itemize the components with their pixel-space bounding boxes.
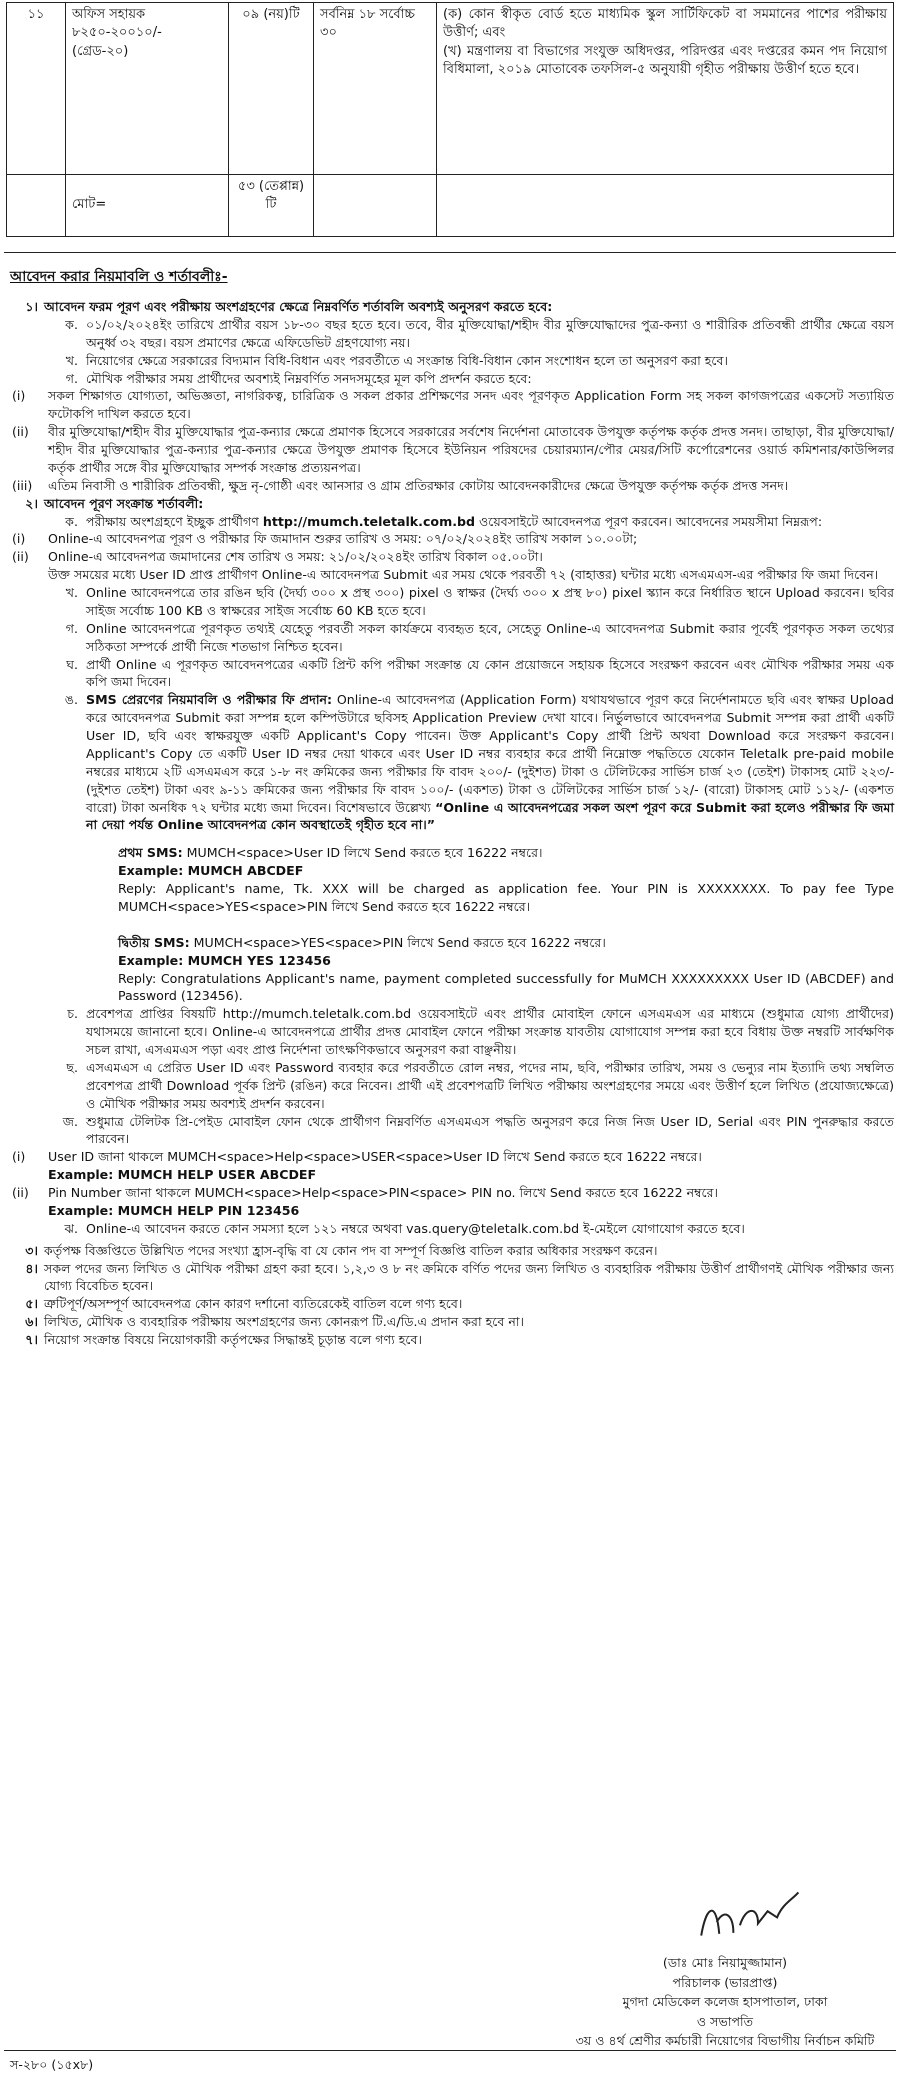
section-text: ত্রুটিপূর্ণ/অসম্পূর্ণ আবেদনপত্র কোন কারণ দর্শানো ব্যতিরেকেই বাতিল বলে গণ্য হবে। [44,1296,463,1312]
list-item [6,530,894,548]
section-title: আবেদন পূরণ সংক্রান্ত শর্তাবলী: [44,495,204,511]
section-1-title [6,298,894,316]
list-item [6,477,894,495]
total-label-cell: মোট= [66,175,229,237]
item-label: ক. [65,316,78,332]
section-5 [6,1295,894,1313]
item-text: Online আবেদনপত্রে পূরণকৃত তথ্যই যেহেতু পরবর্তী সকল কার্যক্রমে ব্যবহৃত হবে, সেহেতু Online-এ আবেদনপত্র Submit করার পূর্বেই পূরণকৃত সকল তথ্যের সঠিকতা সম্পর্কে প্রার্থী নিজে শতভাগ নিশ্চিত হবেন। [86,620,894,654]
section-number: ৪। [25,1260,38,1276]
item-label: (iii) [12,477,33,493]
item-label: ঘ. [66,656,78,672]
section-number: ৬। [25,1314,38,1330]
sms-example: Example: MUMCH YES 123456 [118,952,331,968]
section-number: ৩। [25,1242,38,1258]
list-item [6,387,894,423]
item-text [86,513,894,531]
item-label: (ii) [12,424,29,440]
item-text: প্রবেশপত্র প্রাপ্তির বিষয়টি http://mumch.teletalk.com.bd ওয়েবসাইটে এবং প্রার্থীর মোবাইল ফোনে এসএমএস এর মাধ্যমে (শুধুমাত্র যোগ্য প্রার্থীদের) যথাসময়ে জানানো হবে। Online-এ আবেদনপত্রে প্রার্থীর প্রদত্ত মোবাইল ফোনে পরীক্ষা সংক্রান্ত যাবতীয় যোগাযোগ সম্পন্ন করা হবে বিধায় উক্ত নম্বরটি সার্বক্ষণিক সচল রাখা, এসএমএস পড়া এবং প্রাপ্ত নির্দেশনা তাৎক্ষণিকভাবে অনুসরণ করা বাঞ্ছনীয়। [86,1006,894,1057]
item-text: সকল শিক্ষাগত যোগ্যতা, অভিজ্ঞতা, নাগরিকত্ব, চারিত্রিক ও সকল প্রকার প্রশিক্ষণের সনদ এবং পূরণকৃত Application Form সহ সকল কাগজপত্রের একসেট সত্যায়িত ফটোকপি দাখিল করতে হবে। [48,388,894,422]
list-item [6,691,894,834]
total-empty-cell [314,175,437,237]
section-text: কর্তৃপক্ষ বিজ্ঞপ্তিতে উল্লিখিত পদের সংখ্যা হ্রাস-বৃদ্ধি বা যে কোন পদ বা সম্পূর্ণ বিজ্ঞপ্তি বাতিল করার অধিকার সংরক্ষণ করেন। [44,1242,658,1258]
conditions-body [6,298,894,1349]
item-label: (i) [12,388,26,404]
list-item [6,316,894,352]
footer-divider [4,2050,896,2051]
footer-code: স-২৮০ (১৫x৮) [10,2057,94,2072]
item-label: ঝ. [64,1220,78,1236]
section-heading: আবেদন করার নিয়মাবলি ও শর্তাবলীঃ- [10,269,228,285]
list-item [6,1220,894,1238]
item-text: বীর মুক্তিযোদ্ধা/শহীদ বীর মুক্তিযোদ্ধার পুত্র-কন্যার ক্ষেত্রে প্রমাণক হিসেবে সরকারের সর্বশেষ নির্দেশনা মোতাবেক উপযুক্ত কর্তৃপক্ষ কর্তৃক প্রদত্ত সনদ। তাছাড়া, বীর মুক্তিযোদ্ধা/শহীদ বীর মুক্তিযোদ্ধার পুত্র-কন্যার পুত্র-কন্যার ক্ষেত্রে উপযুক্ত প্রমাণক হিসেবে ইউনিয়ন পরিষদের চেয়ারম্যান/পৌর মেয়র/সিটি কর্পোরেশনের ওয়ার্ড কমিশনার/কাউন্সিলর কর্তৃক প্রার্থীর সঙ্গে বীর মুক্তিযোদ্ধার সম্পর্ক সংক্রান্ত প্রত্যয়নপত্র। [48,424,894,475]
item-text-part: পরীক্ষায় অংশগ্রহণে ইচ্ছুক প্রার্থীগণ [86,513,259,529]
posts-table [6,2,894,237]
item-label: (ii) [12,549,29,565]
sms-first [118,844,894,916]
sms-label: দ্বিতীয় SMS: [118,934,190,950]
divider [4,252,896,253]
item-text: এতিম নিবাসী ও শারীরিক প্রতিবন্ধী, ক্ষুদ্র নৃ-গোষ্ঠী এবং আনসার ও গ্রাম প্রতিরক্ষার কোটায় আবেদনকারীদের ক্ষেত্রে উপযুক্ত কর্তৃপক্ষ কর্তৃক প্রদত্ত সনদ। [48,477,789,493]
section-number: ২। [25,495,38,511]
item-text: নিয়োগের ক্ষেত্রে সরকারের বিদ্যমান বিধি-বিধান এবং পরবর্তীতে এ সংক্রান্ত বিধি-বিধান কোন সংশোধন হলে তা অনুসরণ করা হবে। [86,352,728,368]
list-item [6,1005,894,1059]
item-text-part: SMS প্রেরণের নিয়মাবলি ও পরীক্ষার ফি প্রদান: [86,692,333,708]
item-label: (ii) [12,1185,29,1200]
item-text: Online আবেদনপত্রে তার রঙিন ছবি (দৈর্ঘ্য ৩০০ x প্রস্থ ৩০০) pixel ও স্বাক্ষর (দৈর্ঘ্য ৩০০ x প্রস্থ ৮০) pixel স্ক্যান করে নির্ধারিত স্থানে Upload করবেন। ছবির সাইজ সর্বোচ্চ 100 KB ও স্বাক্ষরের সাইজ সর্বোচ্চ 60 KB হতে হবে। [86,585,894,618]
section-text: সকল পদের জন্য লিখিত ও মৌখিক পরীক্ষা গ্রহণ করা হবে। ১,২,৩ ও ৮ নং ক্রমিকে বর্ণিত পদের জন্য লিখিত ও ব্যবহারিক পরীক্ষায় উত্তীর্ণ প্রার্থীগণই মৌখিক পরীক্ষার জন্য যোগ্য বিবেচিত হবেন। [44,1260,894,1294]
signatory-org: মুগদা মেডিকেল কলেজ হাসপাতাল, ঢাকা [622,1994,828,2010]
item-text: এসএমএস এ প্রেরিত User ID এবং Password ব্যবহার করে পরবর্তীতে রোল নম্বর, পদের নাম, ছবি, পরীক্ষার তারিখ, সময় ও ভেন্যুর নাম ইত্যাদি তথ্য সম্বলিত প্রবেশপত্র প্রার্থী Download পূর্বক প্রিন্ট (রঙিন) করে নিবেন। প্রার্থী এই প্রবেশপত্রটি লিখিত পরীক্ষায় অংশগ্রহণের সময়ে এবং উত্তীর্ণ হলে লিখিত (প্রযোজ্যক্ষেত্রে) ও মৌখিক পরীক্ষার সময় অবশ্যই প্রদর্শন করবেন। [86,1059,894,1111]
age-limit-cell: সর্বনিম্ন ১৮ সর্বোচ্চ ৩০ [314,3,437,175]
list-item [6,1184,894,1220]
item-text [86,691,894,834]
item-text: শুধুমাত্র টেলিটক প্রি-পেইড মোবাইল ফোন থেকে প্রার্থীগণ নিম্নবর্ণিত এসএমএস পদ্ধতি অনুসরণ করে নিজ নিজ User ID, Serial এবং PIN পুনরুদ্ধার করতে পারবেন। [86,1113,894,1147]
item-label: চ. [67,1006,78,1022]
item-text: মৌখিক পরীক্ষার সময় প্রার্থীদের অবশ্যই নিম্নবর্ণিত সনদসমূহের মূল কপি প্রদর্শন করতে হবে: [86,370,532,386]
grade: (গ্রেড-২০) [72,43,129,59]
list-item [6,370,894,388]
item-label: (i) [12,531,26,547]
sms-second [118,934,894,1006]
section-number: ৫। [25,1296,38,1312]
website-link[interactable]: http://mumch.teletalk.com.bd [262,513,476,529]
item-text: প্রার্থী Online এ পূরণকৃত আবেদনপত্রের একটি প্রিন্ট কপি পরীক্ষা সংক্রান্ত যে কোন প্রয়োজনে সহায়ক হিসেবে সংরক্ষণ করবেন এবং মৌখিক পরীক্ষার সময় এক কপি জমা দিবেন। [86,656,894,690]
item-label: খ. [65,585,78,600]
list-item [6,423,894,477]
sms-example: Example: MUMCH HELP PIN 123456 [48,1202,300,1218]
signatory-role: ও সভাপতি [696,2013,754,2029]
qualification-a: (ক) কোন স্বীকৃত বোর্ড হতে মাধ্যমিক স্কুল সার্টিফিকেট বা সমমানের পাশের পরীক্ষায় উত্তীর্ণ; এবং [443,7,887,41]
item-label: ছ. [66,1059,78,1075]
item-label: ঙ. [64,692,78,708]
item-text: Online-এ আবেদন করতে কোন সমস্যা হলে ১২১ নম্বরে অথবা vas.query@teletalk.com.bd ই-মেইলে যোগাযোগ করতে হবে। [86,1220,745,1236]
sms-text: MUMCH<space>User ID লিখে Send করতে হবে 16222 নম্বরে। [186,845,543,861]
total-empty-cell [7,175,66,237]
section-2-title [6,495,894,513]
table-row [7,175,894,237]
section-title: আবেদন ফরম পূরণ এবং পরীক্ষায় অংশগ্রহণের ক্ষেত্রে নিম্নবর্ণিত শর্তাবলি অবশ্যই অনুসরণ করতে হবে: [44,299,553,314]
item-text: Online-এ আবেদনপত্র পূরণ ও পরীক্ষার ফি জমাদান শুরুর তারিখ ও সময়: ০৭/০২/২০২৪ইং তারিখ সকাল ১০.০০টা; [48,531,638,547]
item-text [48,1184,894,1220]
list-item [6,620,894,656]
qualification-cell [437,3,894,175]
signatory-name: (ডাঃ মোঃ নিয়ামুজ্জামান) [662,1955,788,1970]
item-label: জ. [62,1113,78,1129]
section-6 [6,1313,894,1331]
section-number: ১। [25,299,38,314]
item-text-part: “Online এ আবেদনপত্রের সকল অংশ পূরণ করে Submit করা হলেও পরীক্ষার ফি জমা না দেয়া পর্যন্ত Online আবেদনপত্র কোন অবস্থাতেই গৃহীত হবে না।” [86,799,894,833]
post-name: অফিস সহায়ক [72,7,146,22]
list-item [6,584,894,620]
item-text: ০১/০২/২০২৪ইং তারিখে প্রার্থীর বয়স ১৮-৩০ বছর হতে হবে। তবে, বীর মুক্তিযোদ্ধা/শহীদ বীর মুক্তিযোদ্ধাদের পুত্র-কন্যা ও শারীরিক প্রতিবন্ধী প্রার্থীর ক্ষেত্রে বয়স অনুর্ধ্ব ৩২ বছর। বয়স প্রমাণের ক্ষেত্রে এফিডেভিট গ্রহণযোগ্য নয়। [86,316,894,350]
sms-text: MUMCH<space>YES<space>PIN লিখে Send করতে হবে 16222 নম্বরে। [193,934,606,950]
item-label: গ. [65,620,78,636]
item-text-part: Online-এ আবেদনপত্র (Application Form) যথাযথভাবে পূরণ করে নির্দেশনামতে ছবি এবং স্বাক্ষর Upload করে আবেদনপত্র Submit করা সম্পন্ন হলে কম্পিউটারে ছবিসহ Application Preview দেখা যাবে। নির্ভুলভাবে আবেদনপত্র Submit সম্পন্ন করা প্রার্থী একটি User ID, ছবি এবং স্বাক্ষরযুক্ত একটি Applicant's Copy পাবেন। উক্ত Applicant's Copy প্রার্থী প্রিন্ট অথবা Download করে সংরক্ষণ করবেন। Applicant's Copy তে একটি User ID নম্বর দেয়া থাকবে এবং User ID নম্বর ব্যবহার করে প্রার্থী নিম্নোক্ত পদ্ধতিতে যেকোন Teletalk pre-paid mobile নম্বরের মাধ্যমে ২টি এসএমএস করে ১-৮ নং ক্রমিকের জন্য পরীক্ষার ফি বাবদ ২০০/- (দুইশত) টাকা ও টেলিটকের সার্ভিস চার্জ ২৩ (তেইশ) টাকাসহ মোট ২২৩/- (দুইশত তেইশ) টাকা এবং ৯-১১ ক্রমিকের জন্য পরীক্ষার ফি বাবদ ১০০/- (একশত) টাকা ও টেলিটকের সার্ভিস চার্জ ১২/- (বারো) টাকাসহ মোট ১১২/- (একশত বারো) টাকা অনধিক ৭২ ঘন্টার মধ্যে জমা দিবেন। বিশেষভাবে উল্লেখ্য [86,692,895,815]
signatory-committee: ৩য় ও ৪র্থ শ্রেণীর কর্মচারী নিয়োগের বিভাগীয় নির্বাচন কমিটি [575,2033,875,2049]
list-item [6,1113,894,1149]
item-text-part: Pin Number জানা থাকলে MUMCH<space>Help<space>PIN<space> PIN no. লিখে Send করতে হবে 16222 নম্বরে। [48,1185,719,1200]
post-name-cell [66,3,229,175]
sms-example: Example: MUMCH HELP USER ABCDEF [48,1167,317,1183]
section-7 [6,1331,894,1349]
sms-label: প্রথম SMS: [118,845,183,861]
sms-example: Example: MUMCH ABCDEF [118,863,304,879]
item-text-part: User ID জানা থাকলে MUMCH<space>Help<space>USER<space>User ID লিখে Send করতে হবে 16222 নম্বরে। [48,1149,702,1165]
list-item [6,352,894,370]
total-count-cell: ৫৩ (তেপ্পান্ন) টি [229,175,314,237]
serial-cell: ১১ [7,3,66,175]
section-text: নিয়োগ সংক্রান্ত বিষয়ে নিয়োগকারী কর্তৃপক্ষের সিদ্ধান্তই চূড়ান্ত বলে গণ্য হবে। [44,1332,422,1347]
section-4 [6,1260,894,1296]
signature-block [560,1895,890,2051]
list-item [6,656,894,692]
list-item [6,548,894,584]
post-count-cell: ০৯ (নয়)টি [229,3,314,175]
item-label: গ. [65,370,78,386]
section-text: লিখিত, মৌখিক ও ব্যবহারিক পরীক্ষায় অংশগ্রহণের জন্য কোনরূপ টি.এ/ডি.এ প্রদান করা হবে না। [44,1314,524,1330]
item-text-part: ওয়েবসাইটে আবেদনপত্র পূরণ করবেন। আবেদনের সময়সীমা নিম্নরূপ: [479,513,823,529]
pay-scale: ৮২৫০-২০০১০/- [72,25,162,41]
item-text [48,548,894,584]
item-label: খ. [65,352,78,368]
sms-reply: Reply: Congratulations Applicant's name, payment completed successfully for MuMCH XXXXXXXXX User ID (ABCDEF) and Password (123456). [118,970,894,1004]
list-item [6,1148,894,1184]
item-text [48,1148,894,1184]
total-empty-cell [437,175,894,237]
item-text-part: Online-এ আবেদনপত্র জমাদানের শেষ তারিখ ও সময়: ২১/০২/২০২৪ইং তারিখ বিকাল ০৫.০০টা। [48,549,543,565]
list-item [6,513,894,531]
qualification-b: (খ) মন্ত্রণালয় বা বিভাগের সংযুক্ত অধিদপ্তর, পরিদপ্তর এবং দপ্তরের কমন পদ নিয়োগ বিধিমালা, ২০১৯ মোতাবেক তফসিল-৫ অনুযায়ী গৃহীত পরীক্ষায় উত্তীর্ণ হতে হবে। [443,43,887,78]
list-item [6,1059,894,1113]
section-number: ৭। [25,1332,38,1347]
section-3 [6,1242,894,1260]
sms-reply: Reply: Applicant's name, Tk. XXX will be charged as application fee. Your PIN is XXXXXXXX. To pay fee Type MUMCH<space>YES<space>PIN লিখে Send করতে হবে 16222 নম্বরে। [118,881,894,914]
item-label: ক. [65,513,78,529]
item-text-part: উক্ত সময়ের মধ্যে User ID প্রাপ্ত প্রার্থীগণ Online-এ আবেদনপত্র Submit এর সময় থেকে পরবর্তী ৭২ (বাহাত্তর) ঘন্টার মধ্যে এসএমএস-এর পরীক্ষার ফি জমা দিবেন। [48,567,879,583]
item-label: (i) [12,1149,26,1165]
signatory-title: পরিচালক (ভারপ্রাপ্ত) [672,1974,778,1990]
table-row [7,3,894,175]
